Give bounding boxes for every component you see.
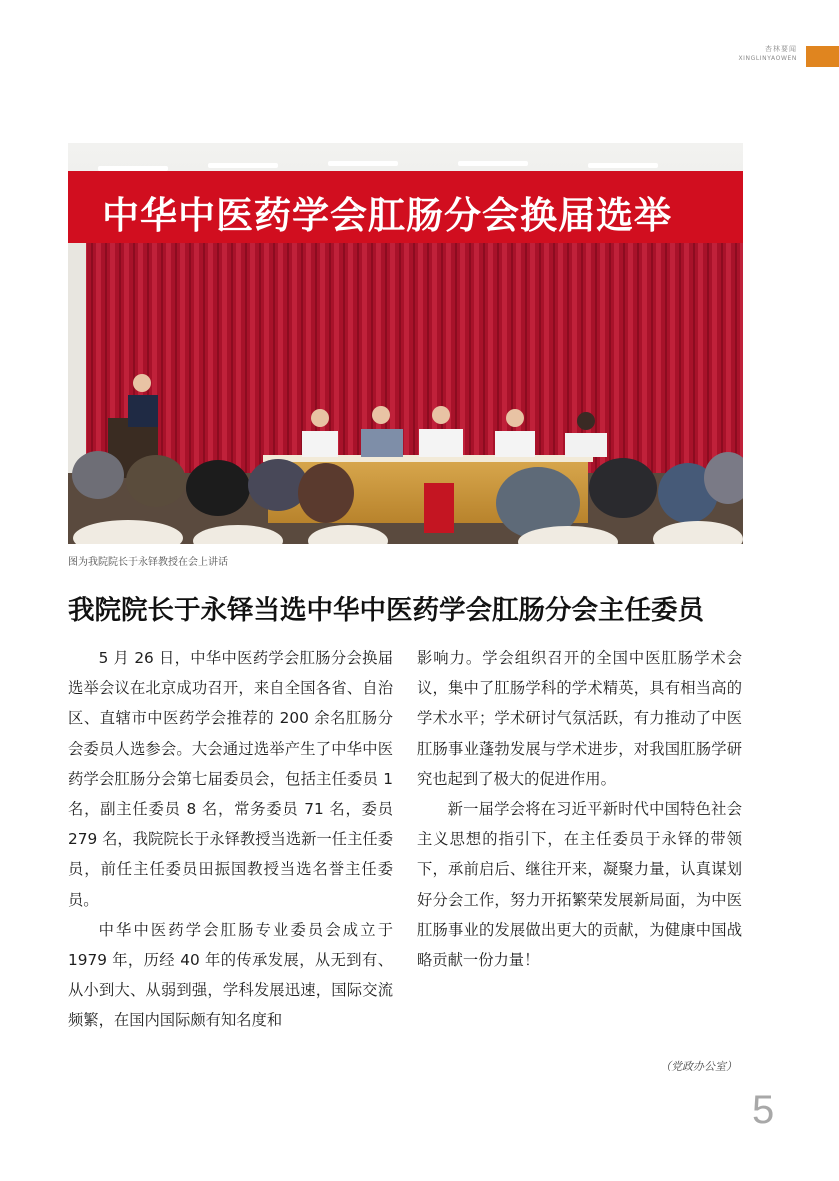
paragraph: 新一届学会将在习近平新时代中国特色社会主义思想的指引下，在主任委员于永铎的带领下，承前启后、继往开来，凝聚力量，认真谋划好分会工作，努力开拓繁荣发展新局面，为中医肛肠事业的发展做出更大的贡献，为健康中国战略贡献一份力量！ — [417, 800, 742, 970]
paragraph: 5 月 26 日，中华中医药学会肛肠分会换届选举会议在北京成功召开，来自全国各省、自治区、直辖市中医药学会推荐的 200 余名肛肠分会委员人选参会。大会通过选举产生了中华中医药学会肛肠分会第七届委员会，包括主任委员 1 名，副主任委员 8 名，常务委员 71 名，委员 279 名，我院院长于永铎教授当选新一任主任委员，前任主任委员田振国教授当选名誉主任委员。 — [68, 649, 393, 909]
banner-slogan: 中华中医药学会肛肠分会换届选举 — [102, 194, 672, 237]
article-headline: 我院院长于永铎当选中华中医药学会肛肠分会主任委员 — [68, 595, 704, 626]
article-column-left — [68, 643, 393, 1036]
meeting-photo — [68, 143, 743, 544]
section-accent-block — [806, 46, 839, 67]
running-header — [738, 44, 797, 63]
page-number: 5 — [752, 1088, 775, 1132]
author-signature: （党政办公室） — [660, 1060, 737, 1073]
paragraph-continued: 影响力。学会组织召开的全国中医肛肠学术会议，集中了肛肠学科的学术精英，具有相当高的学术水平；学术研讨气氛活跃，有力推动了中医肛肠事业蓬勃发展与学术进步，对我国肛肠学研究也起到了极大的促进作用。 — [417, 649, 742, 788]
section-title-en: XINGLINYAOWEN — [738, 55, 797, 62]
photo-caption: 图为我院院长于永铎教授在会上讲话 — [68, 557, 228, 568]
article-column-right — [417, 643, 742, 975]
section-title-cn: 杏林要闻 — [765, 45, 797, 53]
paragraph: 中华中医药学会肛肠专业委员会成立于 1979 年，历经 40 年的传承发展，从无到有、从小到大、从弱到强，学科发展迅速，国际交流频繁，在国内国际颇有知名度和 — [68, 920, 393, 1030]
